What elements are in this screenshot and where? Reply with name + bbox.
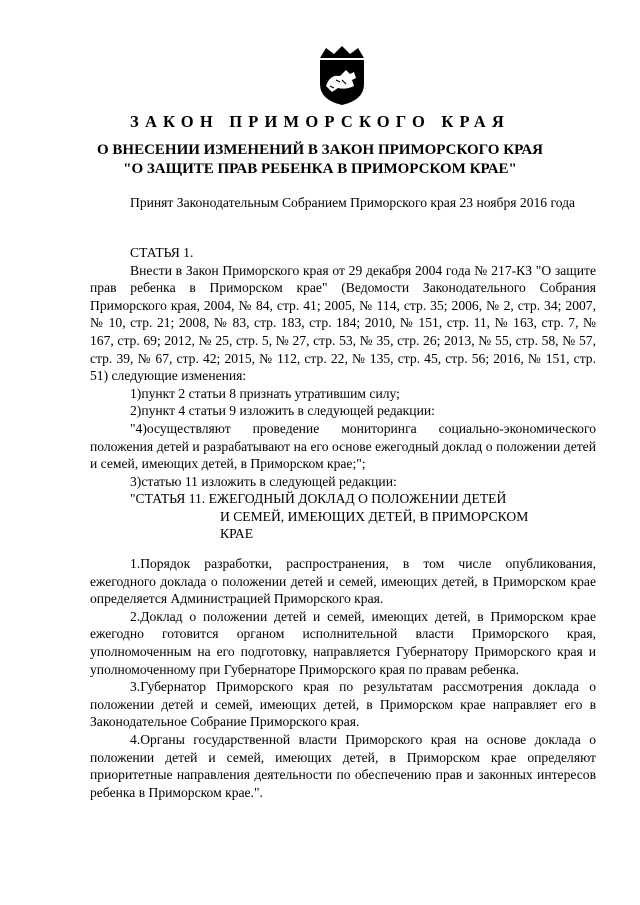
law-subtitle-line2: "О ЗАЩИТЕ ПРАВ РЕБЕНКА В ПРИМОРСКОМ КРАЕ" [123, 161, 517, 177]
coat-of-arms-icon [316, 44, 368, 106]
adoption-note: Принят Законодательным Собранием Приморского края 23 ноября 2016 года [130, 195, 576, 210]
change-item-2: 2)пункт 4 статьи 9 изложить в следующей редакции: [130, 403, 435, 419]
new-article-11-heading [130, 490, 570, 543]
new-article-11-body [90, 555, 596, 801]
article-11-paragraph-3: 3.Губернатор Приморского края по результатам рассмотрения доклада о положении детей и семей, имеющих детей, в Приморском крае направляет его в Законодательное Собрание Приморского края. [90, 679, 596, 730]
article-11-paragraph-1: 1.Порядок разработки, распространения, в том числе опубликования, ежегодного доклада о положении детей и семей, имеющих детей, в Приморском крае определяется Администрацией Приморского края. [90, 556, 596, 607]
article-11-paragraph-2: 2.Доклад о положении детей и семей, имеющих детей, в Приморском крае ежегодно готовится органом исполнительной власти Приморского края, уполномоченным на его подготовку, направляется Губернатору Приморского края и уполномоченному при Губернаторе Приморского края по правам ребенка. [90, 608, 596, 677]
article-1-heading: СТАТЬЯ 1. [130, 245, 194, 260]
law-subtitle-line1: О ВНЕСЕНИИ ИЗМЕНЕНИЙ В ЗАКОН ПРИМОРСКОГО КРАЯ [97, 142, 543, 158]
change-item-3: 3)статью 11 изложить в следующей редакции: [130, 473, 397, 489]
article-1-block [90, 244, 596, 490]
new-article-heading-line3: КРАЕ [220, 526, 254, 542]
article-11-paragraph-4: 4.Органы государственной власти Приморского края на основе доклада о положении детей и семей, имеющих детей, в Приморском крае определяют приоритетные направления деятельности по обеспечению прав и законных интересов ребенка в Приморском крае.". [90, 731, 596, 800]
new-article-heading-line2: И СЕМЕЙ, ИМЕЮЩИХ ДЕТЕЙ, В ПРИМОРСКОМ [220, 508, 529, 524]
change-item-1: 1)пункт 2 статьи 8 признать утратившим силу; [130, 385, 400, 401]
change-item-2-text: "4)осуществляют проведение мониторинга социально-экономического положения детей и разрабатывают на его основе ежегодный доклад о положении детей и семей, имеющих детей, в Приморском крае;"; [90, 420, 596, 472]
new-article-heading-line1: "СТАТЬЯ 11. ЕЖЕГОДНЫЙ ДОКЛАД О ПОЛОЖЕНИИ ДЕТЕЙ [130, 491, 507, 506]
adoption-block [90, 194, 596, 212]
law-title: ЗАКОН ПРИМОРСКОГО КРАЯ [130, 112, 510, 131]
article-1-intro: Внести в Закон Приморского края от 29 декабря 2004 года № 217-КЗ "О защите прав ребенка в Приморском крае" (Ведомости Законодательного Собрания Приморского края, 2004, № 84, стр. 41; 2005, № 114, стр. 35; 2006, № 2, стр. 34; 2007, № 10, стр. 21; 2008, № 83, стр. 183, стр. 184; 2010, № 151, стр. 11, № 163, стр. 7, № 167, стр. 69; 2012, № 25, стр. 5, № 27, стр. 53, № 35, стр. 26; 2013, № 55, стр. 58, № 57, стр. 39, № 67, стр. 42; 2015, № 112, стр. 22, № 135, стр. 45, стр. 56; 2016, № 151, стр. 51) следующие изменения: [90, 262, 596, 384]
